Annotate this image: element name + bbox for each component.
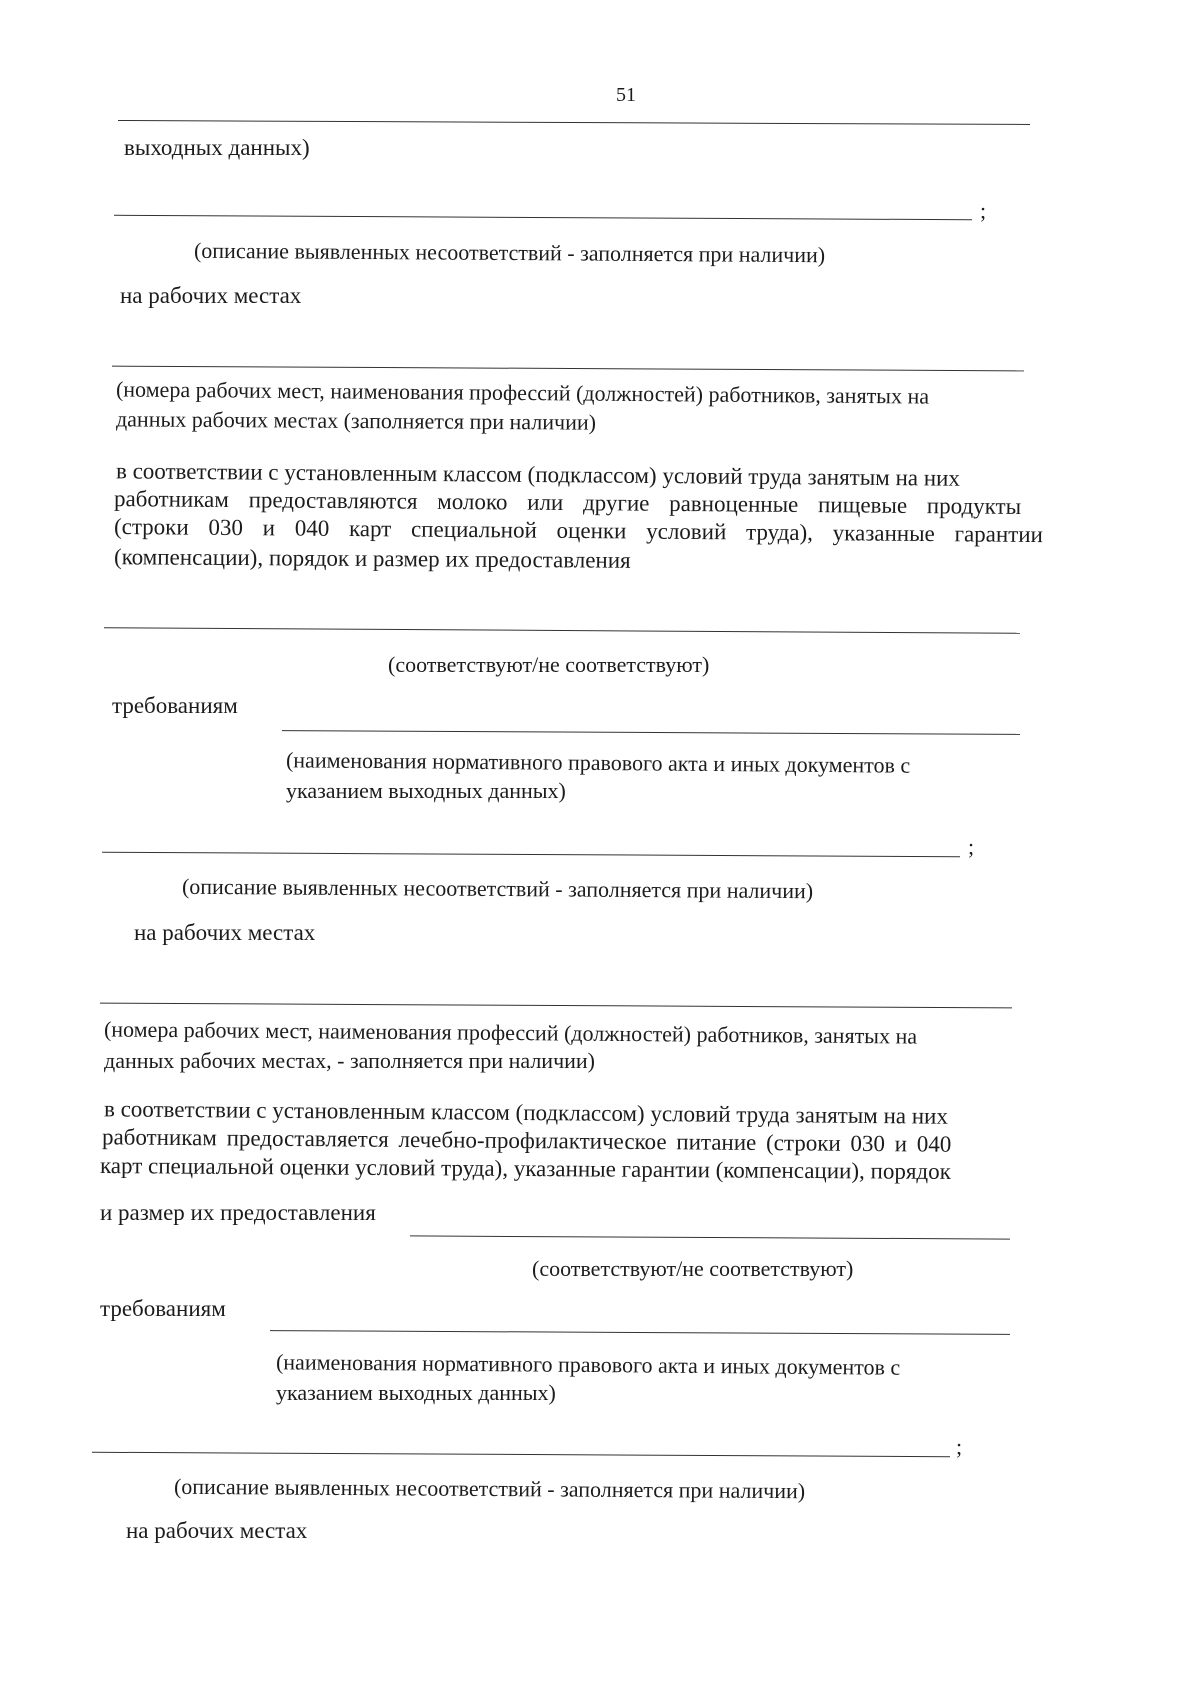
act-caption2-line1: (наименования нормативного правового акта и иных документов с: [275, 1349, 901, 1380]
fill-line: [118, 120, 1030, 125]
act-caption-line2: указанием выходных данных): [286, 778, 566, 803]
workplaces-label-3: на рабочих местах: [126, 1518, 308, 1543]
compliance-caption: (соответствуют/не соответствуют): [388, 652, 710, 677]
workplaces-fill-line: [112, 366, 1024, 372]
paragraph2-last: и размер их предоставления: [100, 1200, 376, 1225]
output-data-end: выходных данных): [124, 135, 310, 160]
workplaces-caption-line1: (номера рабочих мест, наименования профессий (должностей) работников, занятых на: [115, 376, 930, 409]
discrepancy-caption: (описание выявленных несоответствий - заполняется при наличии): [193, 237, 826, 268]
discrepancy-fill-line-2: [102, 852, 960, 857]
paragraph1-line4: (компенсации), порядок и размер их предоставления: [113, 544, 631, 573]
discrepancy-fill-line-3: [92, 1452, 950, 1457]
workplaces-label: на рабочих местах: [120, 283, 302, 308]
paragraph1-line3: (строки 030 и 040 карт специальной оценки условий труда), указанные гарантии: [113, 513, 1044, 548]
workplaces-caption2-line2: данных рабочих местах, - заполняется при наличии): [104, 1048, 596, 1073]
paragraph2-line3: карт специальной оценки условий труда), указанные гарантии (компенсации), порядок: [99, 1153, 951, 1184]
act-fill-line-2: [270, 1330, 1010, 1335]
act-fill-line: [282, 730, 1020, 735]
workplaces-label-2: на рабочих местах: [134, 920, 316, 945]
discrepancy-caption-2: (описание выявленных несоответствий - заполняется при наличии): [181, 873, 814, 904]
semicolon-3: ;: [956, 1434, 963, 1459]
semicolon: ;: [980, 198, 987, 223]
paragraph2-line1: в соответствии с установленным классом (подклассом) условий труда занятым на них: [103, 1096, 949, 1129]
compliance-caption-2: (соответствуют/не соответствуют): [532, 1256, 854, 1281]
paragraph1-line2: работникам предоставляются молоко или другие равноценные пищевые продукты: [113, 486, 1022, 519]
page-number: 51: [616, 84, 636, 106]
semicolon-2: ;: [968, 834, 975, 859]
requirements-label-2: требованиям: [100, 1296, 226, 1321]
compliance-fill-line: [104, 627, 1020, 634]
compliance-fill-line-2: [410, 1235, 1010, 1239]
workplaces-fill-line-2: [100, 1003, 1012, 1009]
act-caption2-line2: указанием выходных данных): [276, 1380, 556, 1405]
workplaces-caption-line2: данных рабочих местах (заполняется при наличии): [115, 406, 597, 435]
act-caption-line1: (наименования нормативного правового акта и иных документов с: [285, 747, 911, 778]
discrepancy-caption-3: (описание выявленных несоответствий - заполняется при наличии): [173, 1473, 806, 1504]
requirements-label: требованиям: [112, 693, 238, 718]
paragraph2-line2: работникам предоставляется лечебно-профилактическое питание (строки 030 и 040: [101, 1124, 952, 1157]
paragraph1-line1: в соответствии с установленным классом (подклассом) условий труда занятым на них: [115, 458, 961, 491]
workplaces-caption2-line1: (номера рабочих мест, наименования профессий (должностей) работников, занятых на: [103, 1016, 918, 1049]
discrepancy-fill-line: [114, 215, 972, 220]
